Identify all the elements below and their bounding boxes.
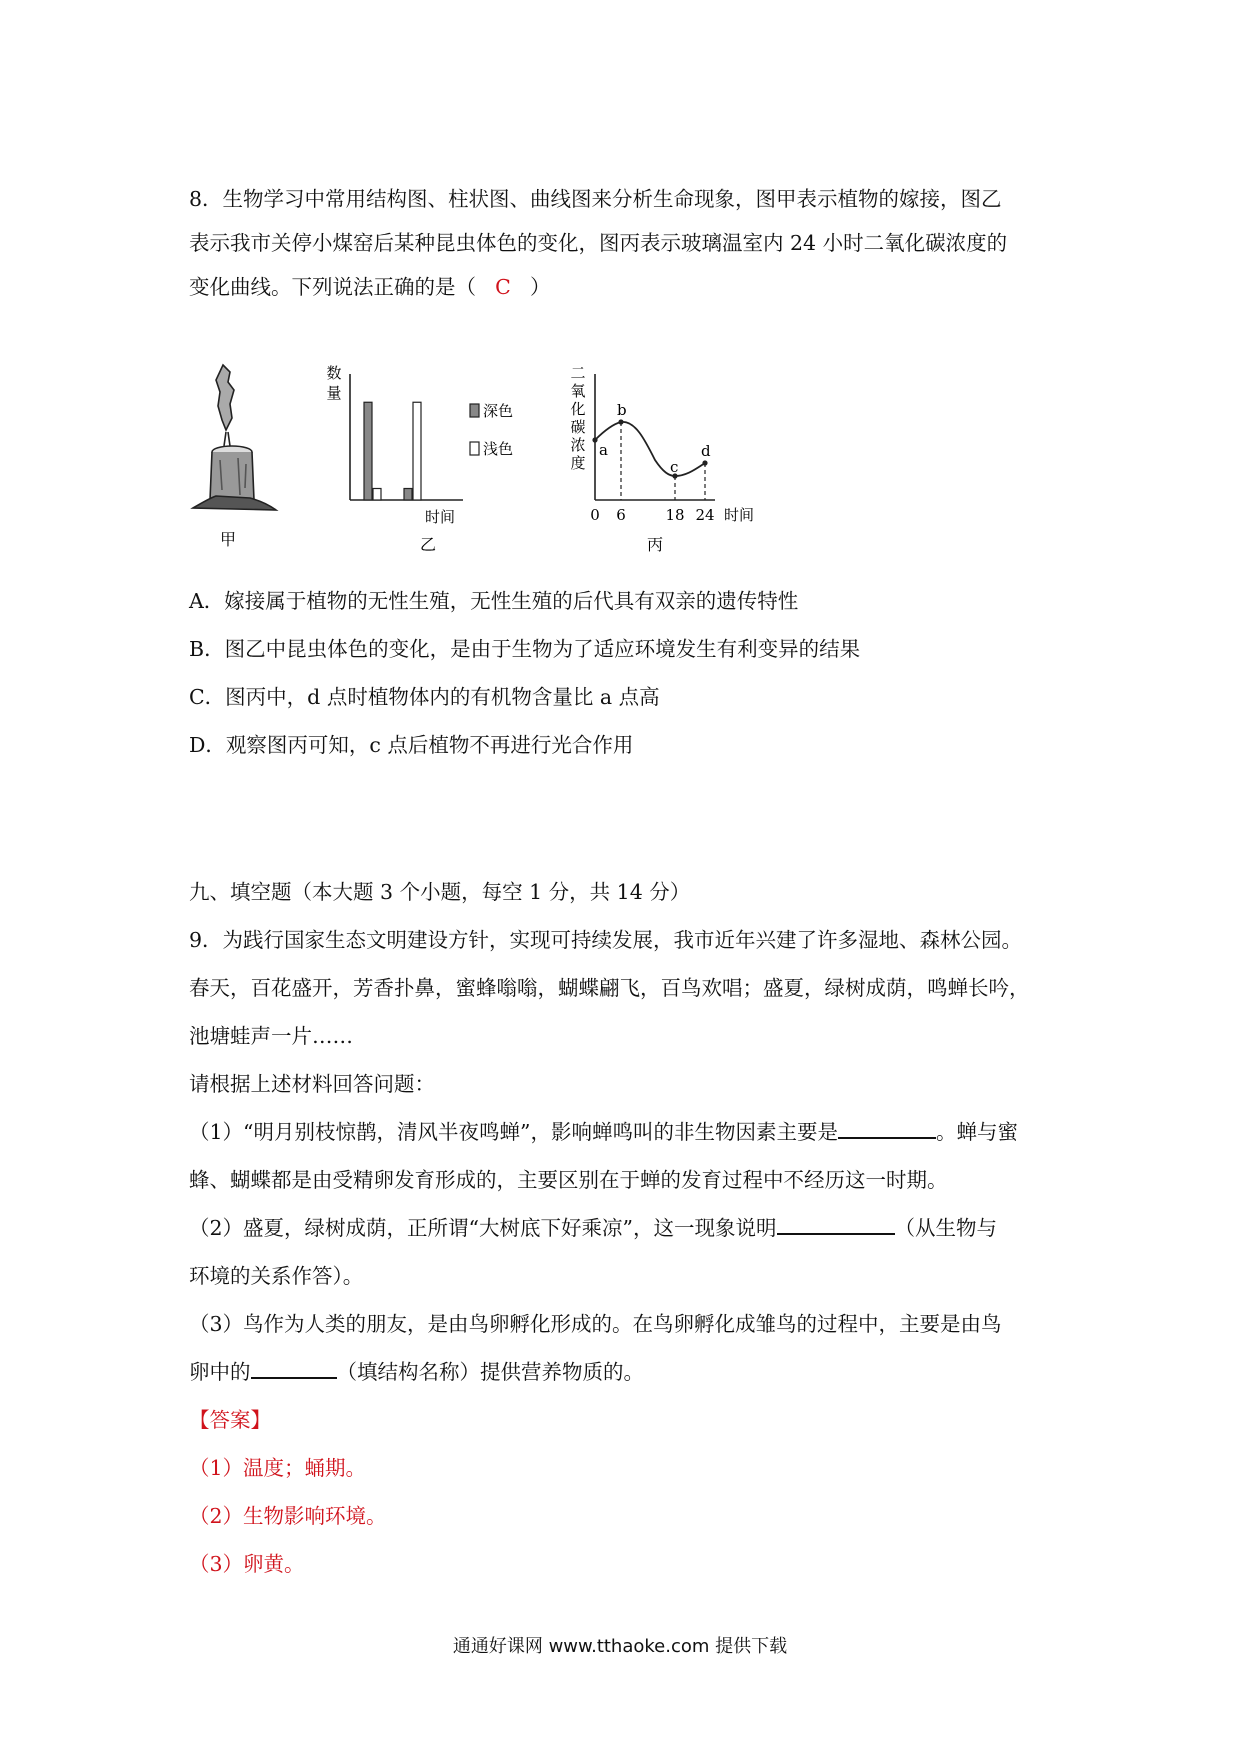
q8-line-3 [189, 263, 1059, 312]
figure-yi-bars [364, 402, 421, 500]
legend-light-label: 浅色 [483, 440, 514, 458]
figure-yi-xlabel: 时间 [424, 508, 456, 526]
figure-yi-caption: 乙 [419, 535, 437, 554]
q9-sub3-blank[interactable] [251, 1359, 337, 1379]
q9-sub1-text-a: （1）“明月别枝惊鹊，清风半夜鸣蝉”，影响蝉鸣叫的非生物因素主要是 [189, 1120, 839, 1144]
figure-bing-ylabel-char: 氧 [570, 382, 586, 400]
q9-line-3: 池塘蛙声一片…… [189, 1024, 353, 1048]
figure-bing-point [702, 460, 707, 465]
q9-sub2-line-2: 环境的关系作答）。 [189, 1264, 364, 1288]
legend-dark-label: 深色 [483, 402, 514, 420]
legend-light-swatch [470, 442, 479, 455]
bar-dark [364, 402, 372, 500]
figure-bing-tick: 6 [616, 506, 626, 524]
q8-line-2: 表示我市关停小煤窑后某种昆虫体色的变化，图丙表示玻璃温室内 24 小时二氧化碳浓度的 [189, 231, 1008, 255]
q9-line-2: 春天，百花盛开，芳香扑鼻，蜜蜂嗡嗡，蝴蝶翩飞，百鸟欢唱；盛夏，绿树成荫，鸣蝉长吟， [189, 976, 1030, 1000]
figure-bing-point-label: b [617, 401, 627, 419]
figure-bing-ylabel-char: 浓 [570, 436, 586, 454]
q9-sub1-line-2: 蜂、蝴蝶都是由受精卵发育形成的，主要区别在于蝉的发育过程中不经历这一时期。 [189, 1168, 948, 1192]
figure-bing-curve [595, 422, 705, 476]
figure-bing-point [618, 419, 623, 424]
figure-bing-co2-curve [565, 360, 795, 560]
footer-text: 通通好课网 www.tthaoke.com 提供下载 [452, 1636, 788, 1657]
q9-sub3-text-b: （填结构名称）提供营养物质的。 [336, 1360, 644, 1384]
figure-bing-ylabel-char: 二 [570, 364, 586, 382]
q8-option-b: B．图乙中昆虫体色的变化，是由于生物为了适应环境发生有利变异的结果 [189, 637, 861, 661]
q9-sub3-line-1: （3）鸟作为人类的朋友，是由鸟卵孵化形成的。在鸟卵孵化成雏鸟的过程中，主要是由鸟 [189, 1312, 1002, 1336]
figure-yi-ylabel-1: 数 [326, 364, 342, 382]
q8-line-3-text: 变化曲线。下列说法正确的是（ [189, 275, 476, 299]
q8-option-a: A．嫁接属于植物的无性生殖，无性生殖的后代具有双亲的遗传特性 [189, 589, 799, 613]
q9-prompt: 请根据上述材料回答问题： [189, 1072, 435, 1096]
q9-sub2-blank[interactable] [777, 1215, 895, 1235]
figure-bing-caption: 丙 [646, 535, 664, 554]
answer-3: （3）卵黄。 [189, 1552, 305, 1576]
q9-sub3-line-2 [189, 1348, 1059, 1397]
figure-yi-ylabel-2: 量 [326, 384, 342, 402]
q8-line-3-close: ） [530, 275, 551, 299]
q9-line-1: 9．为践行国家生态文明建设方针，实现可持续发展，我市近年兴建了许多湿地、森林公园。 [189, 928, 1023, 952]
figure-bing-point-label: c [670, 458, 679, 476]
answer-1: （1）温度；蛹期。 [189, 1456, 367, 1480]
q8-answer: C [495, 275, 511, 299]
section9-heading: 九、填空题（本大题 3 个小题，每空 1 分，共 14 分） [189, 880, 691, 904]
figure-bing-ylabel-char: 碳 [570, 418, 586, 436]
figure-bing-tick: 0 [590, 506, 600, 524]
figure-bing-xlabel: 时间 [723, 506, 755, 524]
bar-light [373, 489, 381, 501]
figure-bing-ylabel-char: 度 [570, 454, 586, 472]
figure-yi-bar-chart [318, 360, 538, 560]
q9-sub2-line-1 [189, 1204, 1059, 1253]
answer-label: 【答案】 [189, 1408, 271, 1432]
bar-light [413, 402, 421, 500]
q9-sub1-line-1 [189, 1108, 1059, 1157]
figure-bing-point-label: a [599, 441, 608, 459]
figure-jia-grafting [190, 360, 280, 560]
q9-sub1-text-b: 。蝉与蜜 [936, 1120, 1019, 1144]
q9-sub2-text-a: （2）盛夏，绿树成荫，正所谓“大树底下好乘凉”，这一现象说明 [189, 1216, 777, 1240]
q9-sub2-text-b: （从生物与 [894, 1216, 998, 1240]
legend-dark-swatch [470, 404, 479, 417]
q8-option-c: C．图丙中，d 点时植物体内的有机物含量比 a 点高 [189, 685, 660, 709]
figure-bing-point-label: d [701, 442, 711, 460]
figure-bing-point [592, 437, 597, 442]
q8-line-1: 8．生物学习中常用结构图、柱状图、曲线图来分析生命现象，图甲表示植物的嫁接，图乙 [189, 187, 1002, 211]
figure-bing-tick: 24 [695, 506, 715, 524]
bar-dark [404, 489, 412, 501]
answer-2: （2）生物影响环境。 [189, 1504, 387, 1528]
figure-bing-tick: 18 [665, 506, 685, 524]
q8-option-d: D．观察图丙可知，c 点后植物不再进行光合作用 [189, 733, 634, 757]
q9-sub1-blank[interactable] [838, 1119, 936, 1139]
q9-sub3-text-a: 卵中的 [189, 1360, 251, 1384]
figure-jia-caption: 甲 [219, 530, 237, 549]
figure-bing-ylabel-char: 化 [570, 400, 586, 418]
